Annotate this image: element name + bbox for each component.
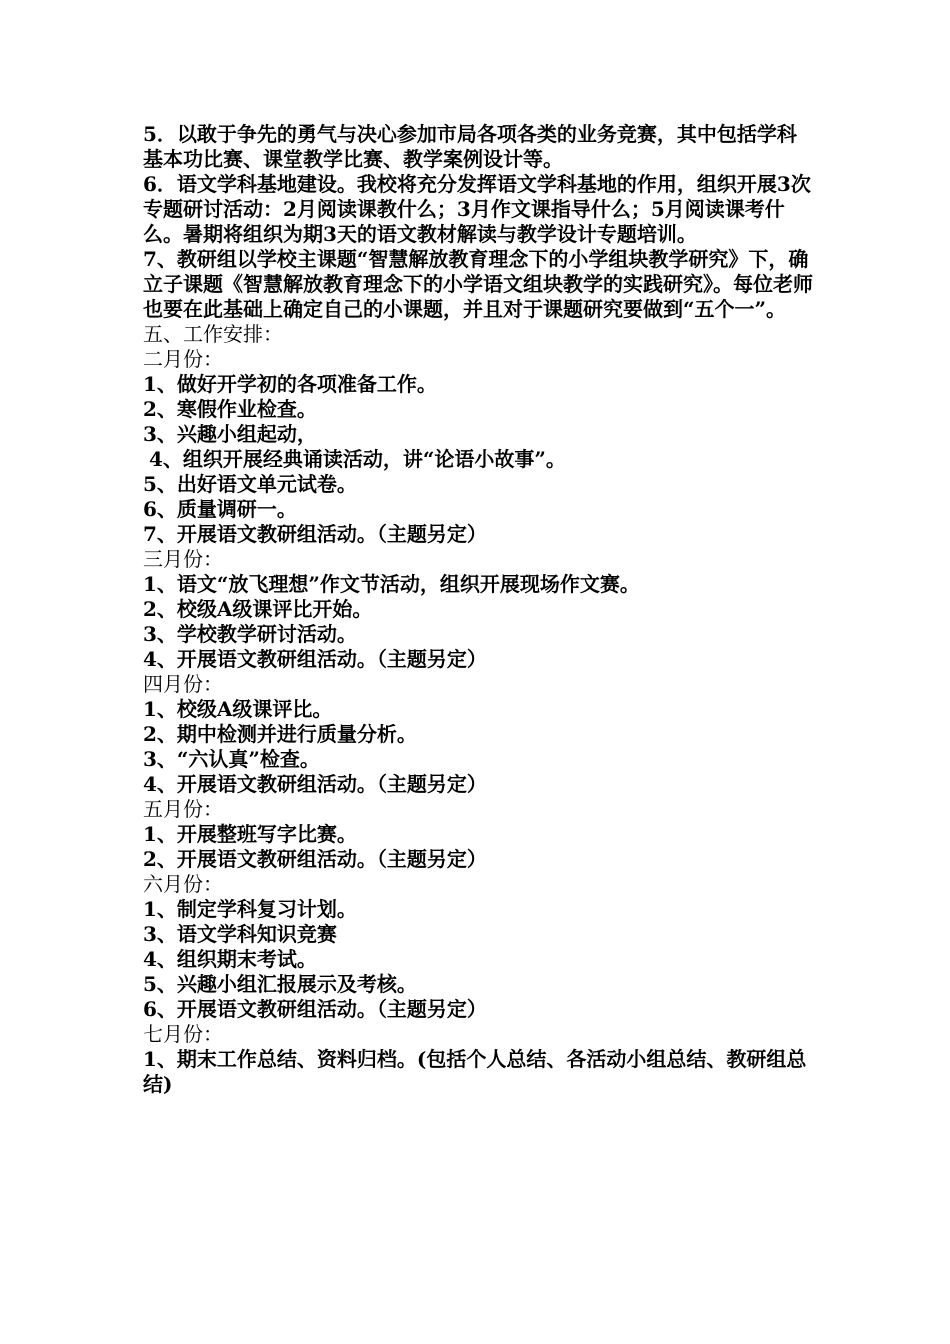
march-item-2: 2、校级A级课评比开始。 (143, 597, 373, 621)
month-heading-june: 六月份： (143, 872, 223, 896)
month-heading-may: 五月份： (143, 797, 223, 821)
february-item-5: 5、出好语文单元试卷。 (143, 472, 357, 496)
june-item-3: 3、语文学科知识竞赛 (143, 922, 337, 946)
item-5-competitions: 5．以敢于争先的勇气与决心参加市局各项各类的业务竞赛，其中包括学科基本功比赛、课堂教学比赛、教学案例设计等。 (143, 122, 797, 171)
june-item-5: 5、兴趣小组汇报展示及考核。 (143, 972, 417, 996)
section-heading-work-schedule: 五、工作安排： (143, 322, 283, 346)
march-item-3: 3、学校教学研讨活动。 (143, 622, 357, 646)
item-6-subject-base: 6．语文学科基地建设。我校将充分发挥语文学科基地的作用，组织开展3次专题研讨活动：2月阅读课教什么；3月作文课指导什么；5月阅读课考什么。暑期将组织为期3天的语文教材解读与教学设计专题培训。 (143, 172, 811, 246)
month-heading-july: 七月份： (143, 1022, 223, 1046)
february-item-1: 1、做好开学初的各项准备工作。 (143, 372, 437, 396)
april-item-4: 4、开展语文教研组活动。（主题另定） (143, 772, 487, 796)
february-item-2: 2、寒假作业检查。 (143, 397, 317, 421)
month-heading-february: 二月份： (143, 347, 223, 371)
april-item-2: 2、期中检测并进行质量分析。 (143, 722, 417, 746)
february-item-3: 3、兴趣小组起动， (143, 422, 317, 446)
june-item-4: 4、组织期末考试。 (143, 947, 317, 971)
february-item-7: 7、开展语文教研组活动。（主题另定） (143, 522, 487, 546)
march-item-1: 1、语文“放飞理想”作文节活动，组织开展现场作文赛。 (143, 572, 640, 596)
month-heading-april: 四月份： (143, 672, 223, 696)
month-heading-march: 三月份： (143, 547, 223, 571)
march-item-4: 4、开展语文教研组活动。（主题另定） (143, 647, 487, 671)
july-item-1: 1、期末工作总结、资料归档。(包括个人总结、各活动小组总结、教研组总结) (143, 1047, 807, 1096)
april-item-3: 3、“六认真”检查。 (143, 747, 320, 771)
document-page (143, 122, 813, 1097)
may-item-2: 2、开展语文教研组活动。（主题另定） (143, 847, 487, 871)
june-item-1: 1、制定学科复习计划。 (143, 897, 357, 921)
february-item-4: 4、组织开展经典诵读活动，讲“论语小故事”。 (149, 447, 566, 471)
april-item-1: 1、校级A级课评比。 (143, 697, 333, 721)
item-7-research-topic: 7、教研组以学校主课题“智慧解放教育理念下的小学组块教学研究》下，确立子课题《智慧解放教育理念下的小学语文组块教学的实践研究》。每位老师也要在此基础上确定自己的小课题，并且对于课题研究要做到“五个一”。 (143, 247, 813, 321)
may-item-1: 1、开展整班写字比赛。 (143, 822, 357, 846)
february-item-6: 6、质量调研一。 (143, 497, 297, 521)
june-item-6: 6、开展语文教研组活动。（主题另定） (143, 997, 487, 1021)
